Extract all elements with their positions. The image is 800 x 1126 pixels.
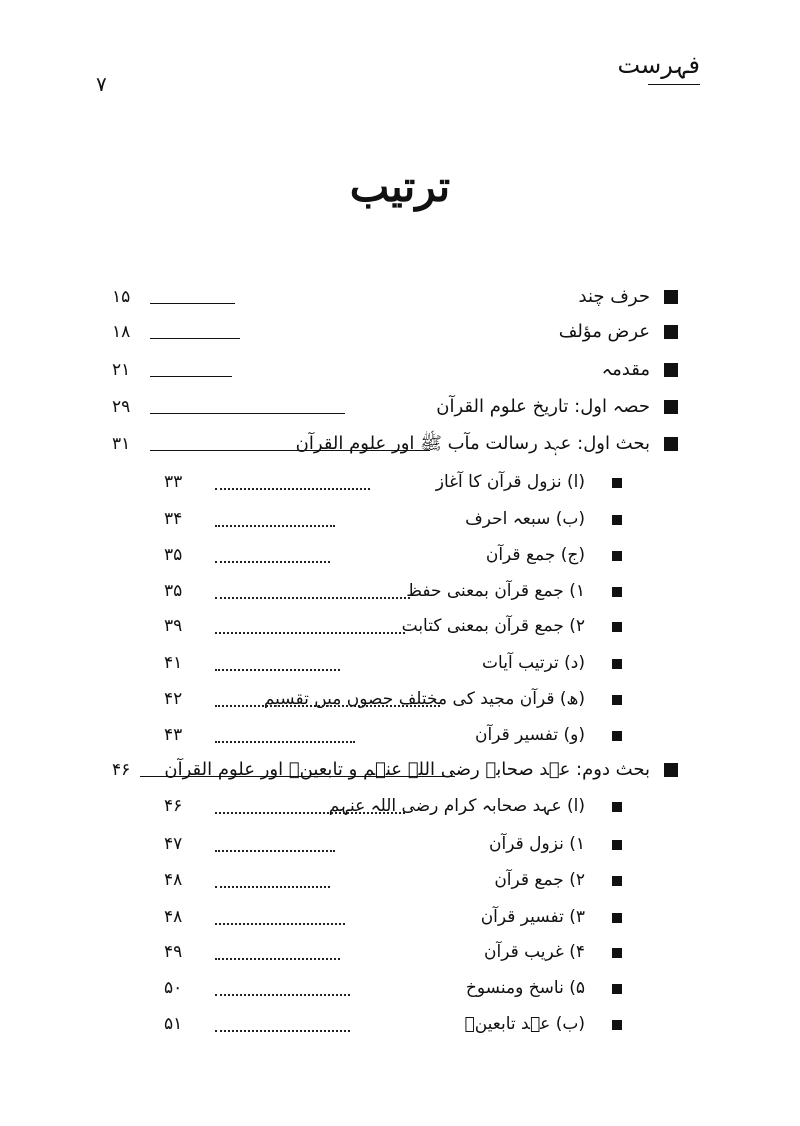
square-bullet-icon	[664, 437, 678, 451]
leader-line	[150, 338, 240, 339]
toc-entry-label: حرف چند	[578, 286, 650, 307]
toc-entry-label: (د) ترتیب آیات	[482, 653, 585, 673]
square-bullet-icon	[664, 400, 678, 414]
square-bullet-icon	[612, 478, 622, 488]
leader-line	[150, 376, 232, 377]
toc-page-number: ۲۱	[112, 360, 131, 380]
leader-dots	[215, 525, 335, 527]
toc-page-number: ۴۹	[164, 942, 183, 962]
toc-entry	[0, 721, 800, 751]
toc-entry-label: ۴) غریب قرآن	[484, 942, 585, 962]
toc-entry-label: (و) تفسیر قرآن	[474, 725, 585, 745]
leader-line	[150, 303, 235, 304]
toc-page-number: ۴۸	[164, 870, 183, 890]
toc-entry-label: ۵) ناسخ ومنسوخ	[465, 978, 585, 998]
square-bullet-icon	[612, 622, 622, 632]
toc-entry	[0, 685, 800, 715]
square-bullet-icon	[612, 1020, 622, 1030]
toc-entry	[0, 393, 800, 423]
toc-page-number: ۴۱	[164, 653, 183, 673]
toc-entry	[0, 866, 800, 896]
square-bullet-icon	[612, 659, 622, 669]
toc-page-number: ۳۵	[164, 581, 183, 601]
toc-page-number: ۱۵	[112, 287, 131, 307]
toc-page-number: ۵۰	[164, 978, 183, 998]
toc-entry-label: ۲) جمع قرآن	[494, 870, 585, 890]
toc-page-number: ۴۸	[164, 907, 183, 927]
square-bullet-icon	[612, 876, 622, 886]
toc-entry	[0, 903, 800, 933]
square-bullet-icon	[612, 587, 622, 597]
leader-dots	[215, 632, 405, 634]
page-title: ترتیب	[349, 162, 451, 211]
toc-entry-label: ۲) جمع قرآن بمعنی کتابت	[401, 616, 585, 636]
toc-page-number: ۴۲	[164, 689, 183, 709]
toc-page-number: ۵۱	[164, 1014, 183, 1034]
leader-dots	[215, 812, 405, 814]
toc-page-number: ۴۳	[164, 725, 183, 745]
leader-dots	[215, 741, 355, 743]
square-bullet-icon	[612, 948, 622, 958]
toc-entry	[0, 974, 800, 1004]
toc-page-number: ۴۷	[164, 834, 183, 854]
toc-entry-label: مقدمہ	[601, 359, 650, 380]
square-bullet-icon	[612, 551, 622, 561]
toc-entry-label: (ا) نزول قرآن کا آغاز	[435, 472, 585, 492]
square-bullet-icon	[664, 290, 678, 304]
toc-entry-label: حصہ اول: تاریخ علوم القرآن	[436, 396, 650, 417]
toc-entry-label: (ب) عہد تابعینؒ	[464, 1014, 585, 1034]
toc-page-number: ۳۴	[164, 509, 183, 529]
toc-entry	[0, 1010, 800, 1040]
toc-page-number: ۳۹	[164, 616, 183, 636]
square-bullet-icon	[612, 731, 622, 741]
toc-entry-label: (ب) سبعہ احرف	[465, 509, 585, 529]
toc-page-number: ۴۶	[164, 796, 183, 816]
toc-entry	[0, 505, 800, 535]
toc-entry-label: عرض مؤلف	[558, 321, 650, 342]
header-underline	[648, 84, 700, 85]
toc-entry	[0, 541, 800, 571]
square-bullet-icon	[612, 695, 622, 705]
square-bullet-icon	[664, 363, 678, 377]
toc-entry	[0, 356, 800, 386]
toc-entry	[0, 649, 800, 679]
leader-dots	[215, 705, 440, 707]
leader-dots	[215, 488, 370, 490]
leader-dots	[215, 994, 350, 996]
square-bullet-icon	[612, 802, 622, 812]
toc-page-number: ۳۵	[164, 545, 183, 565]
toc-page-number: ۱۸	[112, 322, 131, 342]
leader-dots	[215, 958, 340, 960]
square-bullet-icon	[612, 515, 622, 525]
toc-entry	[0, 938, 800, 968]
toc-entry-label: ۱) نزول قرآن	[489, 834, 585, 854]
leader-dots	[215, 1030, 350, 1032]
leader-dots	[215, 850, 335, 852]
square-bullet-icon	[612, 840, 622, 850]
square-bullet-icon	[664, 763, 678, 777]
leader-dots	[215, 886, 330, 888]
toc-entry	[0, 318, 800, 348]
toc-entry	[0, 756, 800, 786]
toc-entry	[0, 792, 800, 822]
toc-page-number: ۳۳	[164, 472, 183, 492]
toc-entry-label: (ھ) قرآن مجید کی مختلف حصوں میں تقسیم	[263, 689, 585, 709]
leader-line	[150, 450, 430, 451]
leader-line	[150, 413, 345, 414]
toc-entry-label: بحث اول: عہد رسالت مآب ﷺ اور علوم القرآن	[295, 433, 650, 454]
square-bullet-icon	[612, 913, 622, 923]
toc-page-number: ۳۱	[112, 434, 131, 454]
leader-dots	[215, 561, 330, 563]
toc-entry-label: ۳) تفسیر قرآن	[480, 907, 585, 927]
toc-entry-label: (ج) جمع قرآن	[485, 545, 585, 565]
toc-entry	[0, 577, 800, 607]
leader-dots	[215, 923, 345, 925]
leader-dots	[215, 669, 340, 671]
toc-entry-label: بحث دوم: عہد صحابہ رضی اللہ عنہم و تابعینؒ اور علوم القرآن	[164, 759, 650, 780]
toc-entry	[0, 468, 800, 498]
toc-page-number: ۲۹	[112, 397, 131, 417]
toc-entry	[0, 283, 800, 313]
square-bullet-icon	[612, 984, 622, 994]
toc-entry	[0, 430, 800, 460]
toc-entry	[0, 612, 800, 642]
toc-entry	[0, 830, 800, 860]
leader-line	[140, 776, 455, 777]
running-header: فہرست	[617, 51, 700, 79]
square-bullet-icon	[664, 325, 678, 339]
page-number: ۷	[96, 72, 107, 96]
toc-entry-label: ۱) جمع قرآن بمعنی حفظ	[406, 581, 585, 601]
leader-dots	[215, 597, 410, 599]
toc-page-number: ۴۶	[112, 760, 131, 780]
toc-entry-label: (ا) عہد صحابہ کرام رضی اللہ عنہم	[328, 796, 585, 816]
